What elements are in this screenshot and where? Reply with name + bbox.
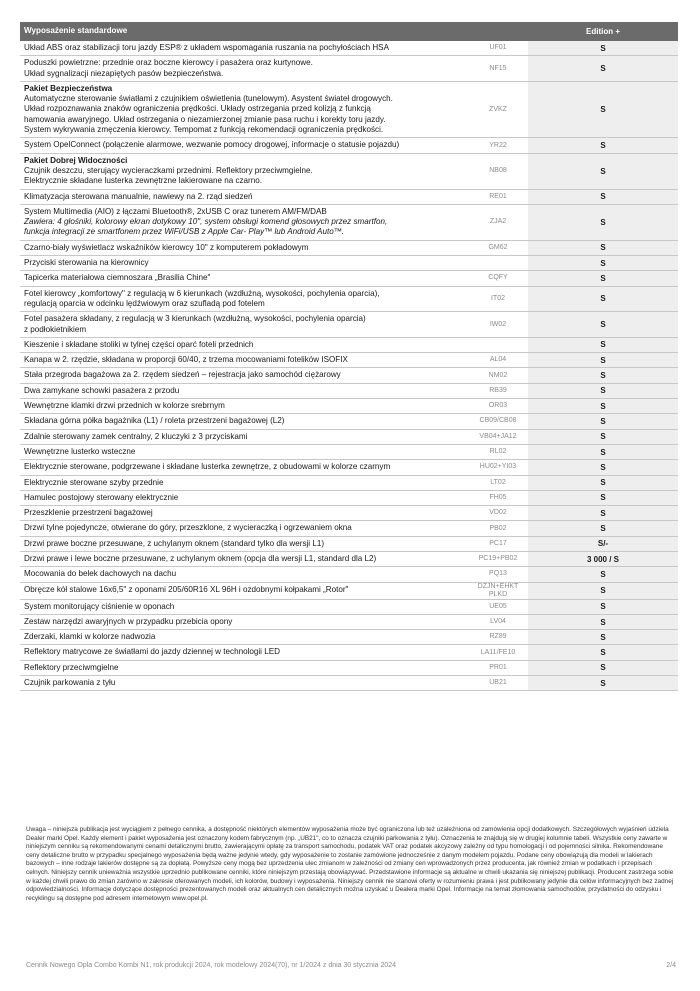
- page-number: 2/4: [666, 962, 676, 969]
- table-row: [20, 476, 678, 491]
- row-line: Automatyczne sterowanie światłami z czujnikiem oświetlenia (tunelowym). Asystent świateł drogowych.: [24, 94, 393, 104]
- row-description: [20, 399, 469, 413]
- row-edition-value: S: [527, 353, 678, 367]
- table-row: [20, 645, 678, 660]
- row-code: [469, 338, 527, 352]
- row-code: VB04+JA12: [479, 432, 517, 440]
- row-description: [20, 552, 469, 566]
- row-description: [20, 41, 469, 55]
- row-edition-value: S: [527, 312, 678, 337]
- row-line: Układ rozpoznawania znaków ograniczenia prędkości. Układy ostrzegania przed kolizją z funkcją: [24, 104, 371, 114]
- row-code: DZJN+EHKT PLKD: [477, 582, 519, 598]
- row-code: CQFY: [488, 274, 508, 282]
- table-row: [20, 256, 678, 271]
- table-row: [20, 205, 678, 241]
- row-line: Czujnik deszczu, sterujący wycieraczkami przednimi. Reflektory przeciwmgielne.: [24, 165, 313, 175]
- row-line: Drzwi tylne pojedyncze, otwierane do góry, przeszklone, z wycieraczką i ogrzewaniem okna: [24, 523, 352, 533]
- row-line: Zestaw narzędzi awaryjnych w przypadku przebicia opony: [24, 616, 233, 626]
- table-row: [20, 384, 678, 399]
- table-row: [20, 460, 678, 475]
- row-code: LA11/FE10: [480, 648, 516, 656]
- row-title: Pakiet Dobrej Widoczności: [24, 155, 128, 165]
- row-code: CB09/CB08: [479, 417, 517, 425]
- row-edition-value: S: [527, 630, 678, 644]
- table-row: [20, 312, 678, 338]
- row-description: [20, 241, 469, 255]
- row-line: Klimatyzacja sterowana manualnie, nawiewy na 2. rząd siedzeń: [24, 191, 253, 201]
- row-line: Stała przegroda bagażowa za 2. rzędem siedzeń – rejestracja jako samochód ciężarowy: [24, 370, 341, 380]
- row-line: Kanapa w 2. rzędzie, składana w proporcji 60/40, z trzema mocowaniami fotelików ISOFIX: [24, 355, 348, 365]
- row-description: [20, 190, 469, 204]
- page-footer: [26, 962, 676, 969]
- row-code: IT02: [490, 294, 505, 302]
- row-line: Fotel kierowcy „komfortowy" z regulacją w 6 kierunkach (wzdłużną, wysokości, pochylenia oparcia),: [24, 288, 380, 298]
- row-description: [20, 312, 469, 337]
- row-edition-value: S: [527, 241, 678, 255]
- table-row: [20, 287, 678, 313]
- row-line: System OpelConnect (połączenie alarmowe, wezwanie pomocy drogowej, informacje o statusie pojazdu): [24, 140, 400, 150]
- table-row: [20, 506, 678, 521]
- table-header: [20, 22, 678, 41]
- row-edition-value: S: [527, 287, 678, 312]
- row-code: PQ13: [489, 570, 507, 578]
- row-line: System monitorujący ciśnienie w oponach: [24, 601, 175, 611]
- row-code: PB02: [489, 524, 507, 532]
- row-description: [20, 491, 469, 505]
- row-edition-value: S: [527, 384, 678, 398]
- row-code: NM02: [488, 371, 508, 379]
- row-code: LV04: [490, 618, 506, 626]
- row-title: Pakiet Bezpieczeństwa: [24, 83, 113, 93]
- table-body: [20, 41, 678, 691]
- row-description: [20, 338, 469, 352]
- row-line: Drzwi prawe i lewe boczne przesuwane, z uchylanym oknem (opcja dla wersji L1, standard dla L2): [24, 553, 377, 563]
- row-code: PC17: [489, 539, 507, 547]
- row-line: Układ ABS oraz stabilizacji toru jazdy ESP® z układem wspomagania ruszania na pochyłościach HSA: [24, 43, 389, 52]
- table-row: [20, 445, 678, 460]
- row-edition-value: S: [527, 338, 678, 352]
- row-line-italic: Zawiera: 4 głośniki, kolorowy ekran dotykowy 10", system obsługi komend głosowych przez smartfon,: [24, 217, 388, 227]
- row-line: Mocowania do belek dachowych na dachu: [24, 569, 177, 579]
- row-description: [20, 661, 469, 675]
- row-code: RL02: [489, 448, 507, 456]
- table-row: [20, 82, 678, 138]
- row-line: Tapicerka materiałowa ciemnoszara „Brasilia Chine": [24, 273, 211, 283]
- table-row: [20, 338, 678, 353]
- table-row: [20, 600, 678, 615]
- row-code: IW02: [489, 320, 507, 328]
- row-edition-value: S: [527, 460, 678, 474]
- row-code: NB08: [489, 167, 507, 175]
- table-row: [20, 368, 678, 383]
- row-edition-value: S: [527, 661, 678, 675]
- row-line: Poduszki powietrzne: przednie oraz boczne kierowcy i pasażera oraz kurtynowe.: [24, 58, 313, 68]
- row-edition-value: S: [527, 205, 678, 240]
- row-description: [20, 460, 469, 474]
- row-edition-value: S: [527, 476, 678, 490]
- header-edition: Edition +: [586, 27, 620, 36]
- row-edition-value: S: [527, 521, 678, 535]
- row-line: Wewnętrzne klamki drzwi przednich w kolorze srebrnym: [24, 401, 225, 411]
- row-edition-value: S/-: [527, 537, 678, 551]
- row-description: [20, 353, 469, 367]
- table-row: [20, 491, 678, 506]
- header-title: Wyposażenie standardowe: [24, 26, 128, 36]
- table-row: [20, 567, 678, 582]
- row-description: [20, 630, 469, 644]
- row-edition-value: S: [527, 368, 678, 382]
- row-code: OR03: [488, 402, 508, 410]
- row-description: [20, 537, 469, 551]
- row-description: [20, 645, 469, 659]
- row-line: Przyciski sterowania na kierownicy: [24, 258, 149, 268]
- row-description: [20, 271, 469, 285]
- row-code: YR22: [489, 141, 507, 149]
- row-edition-value: S: [527, 676, 678, 690]
- row-edition-value: S: [527, 600, 678, 614]
- disclaimer-note: Uwaga – niniejsza publikacja jest wyciągiem z pełnego cennika, a dostępność niektórych elementów wyposażenia może być ograniczona lub też uzależniona od zamówienia opcji dodatkowych. Szczegółowych wyjaśnień udziela Dealer marki Opel. Każdy element i pakiet wyposażenia jest oznaczony kodem fabrycznym (np. „UB21", co to oznacza czujniki parkowania z tyłu). Oznaczenia te znajdują się w drugiej kolumnie tabeli. Wszystkie ceny zawarte w niniejszym cenniku są rekomendowanymi cenami detalicznymi brutto, zawierającymi opłatę za transport samochodu, podatek VAT oraz podatek akcyzowy zależny od typu homologacji i od pojemności silnika. Rekomendowane ceny detaliczne brutto w przypadku specjalnego wyposażenia będą ważne jedynie wtedy, gdy wyposażenie to zostanie zamówione jednocześnie z danym modelem pojazdu. Podane ceny obowiązują dla modeli w lakierach bazowych – inne rodzaje lakierów dostępne są za dopłatą. Powyższe ceny mogą bez uprzedzenia ulec zmianom w zależności od zmiany cen wprowadzonych przez producenta, jak również zmian w podatkach i przepisach celnych. Niniejszy cennik unieważnia wszystkie uprzednio publikowane cenniki, które niniejszym przestają obowiązywać. Przedstawione informacje są aktualne w chwili ukazania się niniejszej publikacji. Producent zastrzega sobie w każdej chwili prawo do zmian zarówno w zakresie oferowanych modeli, ich kolorów, budowy i wyposażenia. Niniejszy cennik nie stanowi oferty w rozumieniu prawa i jest publikowany jedynie dla celów informacyjnych bez żadnej odpowiedzialności. Informacje dotyczące dostępności prezentowanych modeli oraz aktualnych cen detalicznych można uzyskać u Dealera marki Opel. Informacje na temat złomowania samochodów, przydatności do odzysku i recyklingu są dostępne pod adresem internetowym www.opel.pl.: [26, 826, 674, 902]
- row-line: Zdalnie sterowany zamek centralny, 2 kluczyki z 3 przyciskami: [24, 431, 248, 441]
- table-row: [20, 521, 678, 536]
- row-code: RB39: [489, 386, 507, 394]
- row-edition-value: S: [527, 56, 678, 81]
- row-edition-value: S: [527, 41, 678, 55]
- row-line: Reflektory matrycowe ze światłami do jazdy dziennej w technologii LED: [24, 647, 280, 657]
- row-description: [20, 256, 469, 270]
- row-description: [20, 567, 469, 581]
- table-row: [20, 414, 678, 429]
- row-edition-value: S: [527, 138, 678, 152]
- row-line: Obręcze kół stalowe 16x6,5" z oponami 205/60R16 XL 96H i ozdobnymi kołpakami „Rotor": [24, 585, 349, 595]
- row-edition-value: S: [527, 583, 678, 599]
- row-line: Przeszklenie przestrzeni bagażowej: [24, 508, 153, 518]
- table-row: [20, 615, 678, 630]
- row-description: [20, 287, 469, 312]
- table-row: [20, 661, 678, 676]
- row-code: UB21: [489, 679, 507, 687]
- row-line: Elektrycznie sterowane, podgrzewane i składane lusterka zewnętrze, z obudowami w kolorze czarnym: [24, 462, 391, 472]
- row-line: Drzwi prawe boczne przesuwane, z uchylanym oknem (standard tylko dla wersji L1): [24, 538, 325, 548]
- row-code: PC19+PB02: [478, 555, 518, 563]
- row-description: [20, 430, 469, 444]
- row-edition-value: S: [527, 645, 678, 659]
- row-description: [20, 476, 469, 490]
- table-row: [20, 56, 678, 82]
- row-line: z podłokietnikiem: [24, 324, 87, 334]
- row-code: HU02+YI03: [479, 463, 517, 471]
- row-code: FH05: [489, 493, 507, 501]
- table-row: [20, 154, 678, 190]
- row-line: System Multimedia (AIO) z łączami Bluetooth®, 2xUSB C oraz tunerem AM/FM/DAB: [24, 206, 327, 216]
- table-row: [20, 430, 678, 445]
- row-description: [20, 205, 469, 240]
- table-row: [20, 353, 678, 368]
- table-row: [20, 271, 678, 286]
- row-description: [20, 506, 469, 520]
- row-edition-value: S: [527, 506, 678, 520]
- row-description: [20, 368, 469, 382]
- row-code: ZVKZ: [489, 105, 507, 113]
- row-code: PR01: [489, 663, 507, 671]
- row-description: [20, 82, 469, 137]
- row-line: Elektrycznie składane lusterka zewnętrzne lakierowane na czarno.: [24, 176, 262, 186]
- row-edition-value: S: [527, 430, 678, 444]
- table-row: [20, 241, 678, 256]
- row-line: Składana górna półka bagażnika (L1) / roleta przestrzeni bagażowej (L2): [24, 416, 285, 426]
- row-line: Czujnik parkowania z tyłu: [24, 678, 116, 688]
- row-description: [20, 445, 469, 459]
- row-code: UF01: [489, 44, 507, 52]
- row-line: System wykrywania zmęczenia kierowcy. Tempomat z funkcją rekomendacji ograniczenia prędkości.: [24, 125, 384, 135]
- row-line: Kieszenie i składane stoliki w tylnej części oparć foteli przednich: [24, 339, 254, 349]
- row-edition-value: S: [527, 445, 678, 459]
- row-description: [20, 600, 469, 614]
- row-line: Fotel pasażera składany, z regulacją w 3 kierunkach (wzdłużną, wysokości, pochylenia oparcia): [24, 314, 366, 324]
- row-line-italic: funkcja integracji ze smartfonem przez WiFi/USB z Apple Car- Play™ lub Android Auto™.: [24, 227, 345, 237]
- row-description: [20, 676, 469, 690]
- row-line: Czarno-biały wyświetlacz wskaźników kierowcy 10" z komputerem pokładowym: [24, 242, 309, 252]
- table-row: [20, 190, 678, 205]
- equipment-table: [20, 22, 678, 691]
- row-description: [20, 521, 469, 535]
- row-edition-value: 3 000 / S: [527, 552, 678, 566]
- row-description: [20, 56, 469, 81]
- row-edition-value: S: [527, 154, 678, 189]
- row-line: Zderzaki, klamki w kolorze nadwozia: [24, 632, 156, 642]
- row-code: NF15: [489, 64, 507, 72]
- row-code: ZJA2: [489, 218, 507, 226]
- row-description: [20, 414, 469, 428]
- row-description: [20, 615, 469, 629]
- row-line: hamowania awaryjnego. Układ ostrzegania o niezamierzonej zmianie pasa ruchu i korekty toru jazdy.: [24, 114, 386, 124]
- row-line: Reflektory przeciwmgielne: [24, 662, 119, 672]
- footer-text: Cennik Nowego Opla Combo Kombi N1, rok produkcji 2024, rok modelowy 2024(70), nr 1/2024 z dnia 30 stycznia 2024: [26, 962, 397, 969]
- table-row: [20, 138, 678, 153]
- row-line: Elektrycznie sterowane szyby przednie: [24, 477, 164, 487]
- row-description: [20, 384, 469, 398]
- table-row: [20, 630, 678, 645]
- row-edition-value: S: [527, 567, 678, 581]
- row-code: RZ89: [489, 633, 507, 641]
- table-row: [20, 537, 678, 552]
- row-edition-value: S: [527, 491, 678, 505]
- row-description: [20, 154, 469, 189]
- row-line: Układ sygnalizacji niezapiętych pasów bezpieczeństwa.: [24, 68, 224, 78]
- row-code: GM62: [488, 243, 508, 251]
- row-code: VD02: [489, 509, 507, 517]
- row-line: Wewnętrzne lusterko wsteczne: [24, 446, 136, 456]
- table-row: [20, 552, 678, 567]
- row-code: AL04: [489, 356, 507, 364]
- row-code: [469, 256, 527, 270]
- table-row: [20, 676, 678, 691]
- table-row: [20, 41, 678, 56]
- row-edition-value: S: [527, 190, 678, 204]
- row-description: [20, 583, 469, 599]
- row-description: [20, 138, 469, 152]
- row-edition-value: S: [527, 399, 678, 413]
- row-edition-value: S: [527, 271, 678, 285]
- row-edition-value: S: [527, 82, 678, 137]
- row-edition-value: S: [527, 256, 678, 270]
- table-row: [20, 583, 678, 600]
- row-line: Dwa zamykane schowki pasażera z przodu: [24, 385, 180, 395]
- row-line: Hamulec postojowy sterowany elektrycznie: [24, 492, 179, 502]
- row-line: regulacją oparcia w odcinku lędźwiowym oraz szufladą pod fotelem: [24, 298, 265, 308]
- row-edition-value: S: [527, 615, 678, 629]
- row-code: RE01: [489, 192, 507, 200]
- table-row: [20, 399, 678, 414]
- row-code: UE05: [489, 602, 507, 610]
- row-edition-value: S: [527, 414, 678, 428]
- row-code: LT02: [490, 478, 506, 486]
